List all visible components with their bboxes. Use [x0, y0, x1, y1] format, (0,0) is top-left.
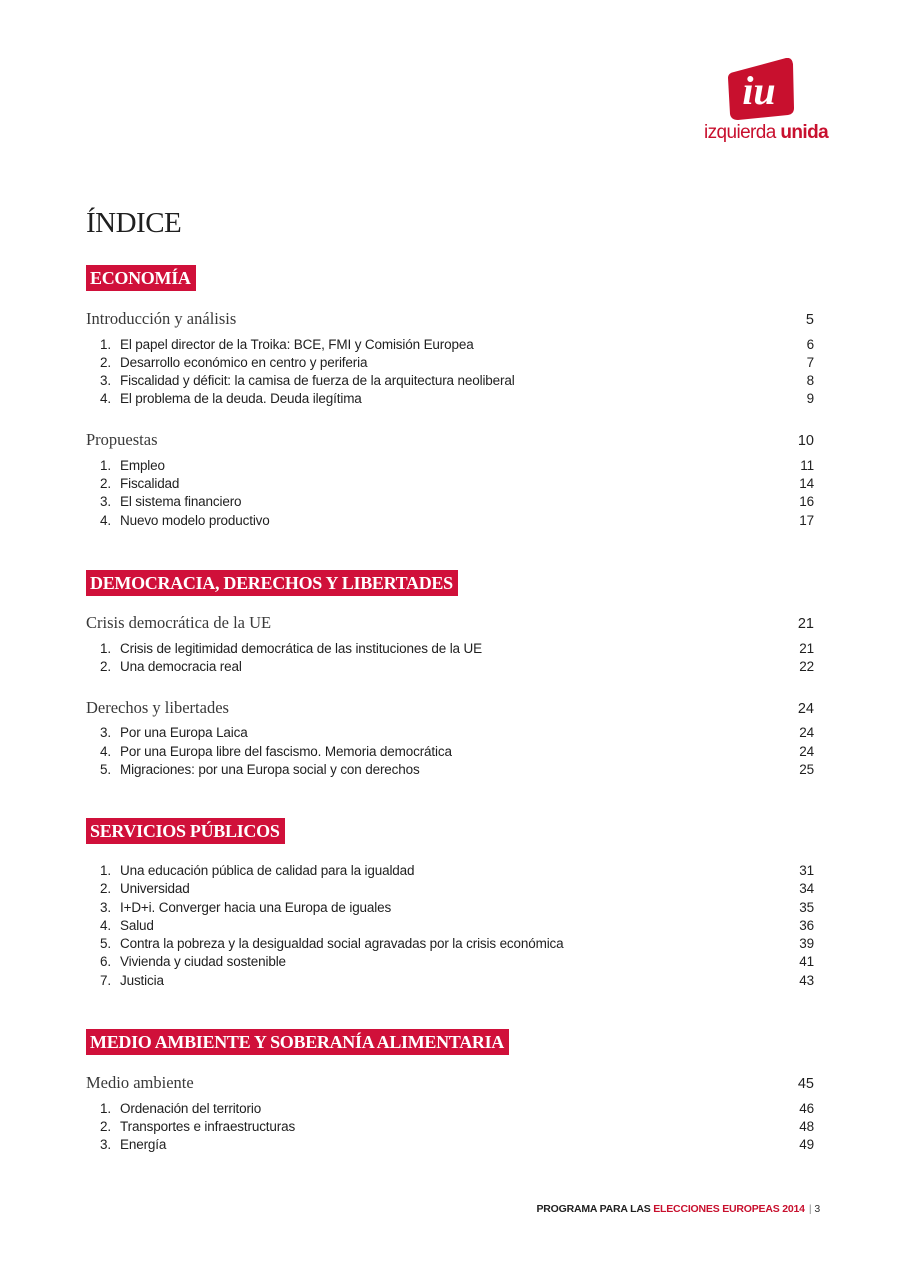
section-header-economia: ECONOMÍA	[86, 265, 196, 291]
item-number: 2.	[100, 476, 111, 491]
item-number: 1.	[100, 641, 111, 656]
item-number: 4.	[100, 918, 111, 933]
toc-item[interactable]	[86, 337, 814, 352]
item-label: Nuevo modelo productivo	[120, 513, 270, 528]
subsection-label: Crisis democrática de la UE	[86, 613, 272, 632]
page-number: 24	[799, 725, 814, 740]
logo-text-light: izquierda	[704, 122, 776, 143]
item-label: Vivienda y ciudad sostenible	[120, 954, 286, 969]
toc-item[interactable]	[86, 355, 814, 370]
toc-item[interactable]	[86, 1101, 814, 1116]
toc-item[interactable]	[86, 863, 814, 878]
toc-item[interactable]	[86, 494, 814, 509]
toc-item[interactable]	[86, 659, 814, 674]
item-number: 3.	[100, 725, 111, 740]
subsection-label: Propuestas	[86, 430, 158, 449]
footer-highlight: ELECCIONES EUROPEAS 2014	[653, 1203, 805, 1215]
page-footer	[536, 1203, 820, 1215]
page-number: 43	[799, 973, 814, 988]
item-label: Universidad	[120, 881, 190, 896]
toc-item[interactable]	[86, 1119, 814, 1134]
page-number: 24	[797, 701, 814, 717]
toc-item[interactable]	[86, 744, 814, 759]
item-number: 3.	[100, 1137, 111, 1152]
item-label: Migraciones: por una Europa social y con derechos	[120, 762, 420, 777]
item-label: Una educación pública de calidad para la igualdad	[120, 863, 415, 878]
page-number: 46	[799, 1101, 814, 1116]
section-header-servicios: SERVICIOS PÚBLICOS	[86, 818, 285, 844]
page-number: 35	[799, 900, 814, 915]
page-number: 14	[799, 476, 814, 491]
toc-item[interactable]	[86, 973, 814, 988]
toc-subsection[interactable]	[86, 613, 814, 633]
toc-item[interactable]	[86, 391, 814, 406]
page-number: 21	[799, 641, 814, 656]
item-label: Desarrollo económico en centro y periferia	[120, 355, 368, 370]
item-number: 5.	[100, 936, 111, 951]
page-number: 6	[806, 337, 814, 352]
logo-wordmark	[704, 122, 828, 144]
item-label: Justicia	[120, 973, 164, 988]
toc-item[interactable]	[86, 458, 814, 473]
svg-text:iu: iu	[742, 68, 776, 113]
item-label: Energía	[120, 1137, 167, 1152]
item-label: El sistema financiero	[120, 494, 242, 509]
item-number: 4.	[100, 513, 111, 528]
page-number: 7	[806, 355, 814, 370]
izquierda-unida-logo	[700, 58, 829, 150]
page-number: 21	[797, 616, 814, 632]
item-number: 3.	[100, 373, 111, 388]
toc-item[interactable]	[86, 1137, 814, 1152]
page-number: 45	[797, 1076, 814, 1092]
page-number: 22	[799, 659, 814, 674]
page-number: 36	[799, 918, 814, 933]
item-label: Empleo	[120, 458, 165, 473]
item-number: 3.	[100, 494, 111, 509]
section-header-medio-ambiente: MEDIO AMBIENTE Y SOBERANÍA ALIMENTARIA	[86, 1029, 509, 1055]
page-number: 25	[799, 762, 814, 777]
item-label: El papel director de la Troika: BCE, FMI y Comisión Europea	[120, 337, 474, 352]
footer-page-number: 3	[814, 1203, 820, 1215]
toc-subsection[interactable]	[86, 430, 814, 450]
toc-item[interactable]	[86, 900, 814, 915]
page-number: 39	[799, 936, 814, 951]
item-number: 2.	[100, 881, 111, 896]
toc-item[interactable]	[86, 476, 814, 491]
toc-item[interactable]	[86, 918, 814, 933]
item-number: 2.	[100, 659, 111, 674]
item-number: 5.	[100, 762, 111, 777]
toc-subsection[interactable]	[86, 309, 814, 329]
page-number: 16	[799, 494, 814, 509]
item-label: El problema de la deuda. Deuda ilegítima	[120, 391, 362, 406]
item-label: I+D+i. Converger hacia una Europa de iguales	[120, 900, 392, 915]
page-number: 17	[799, 513, 814, 528]
item-label: Una democracia real	[120, 659, 242, 674]
page-number: 9	[806, 391, 814, 406]
toc-item[interactable]	[86, 881, 814, 896]
toc-item[interactable]	[86, 954, 814, 969]
page-number: 49	[799, 1137, 814, 1152]
toc-item[interactable]	[86, 373, 814, 388]
toc-item[interactable]	[86, 513, 814, 528]
iu-logo-icon	[728, 58, 794, 120]
item-label: Por una Europa libre del fascismo. Memoria democrática	[120, 744, 452, 759]
item-number: 3.	[100, 900, 111, 915]
item-number: 4.	[100, 744, 111, 759]
footer-prefix: PROGRAMA PARA LAS	[536, 1203, 651, 1215]
item-label: Ordenación del territorio	[120, 1101, 262, 1116]
item-number: 1.	[100, 337, 111, 352]
item-label: Transportes e infraestructuras	[120, 1119, 296, 1134]
toc-item[interactable]	[86, 641, 814, 656]
section-header-democracia: DEMOCRACIA, DERECHOS Y LIBERTADES	[86, 570, 458, 596]
page-number: 31	[799, 863, 814, 878]
subsection-label: Introducción y análisis	[86, 309, 237, 328]
item-label: Salud	[120, 918, 154, 933]
item-number: 7.	[100, 973, 111, 988]
item-label: Contra la pobreza y la desigualdad social agravadas por la crisis económica	[120, 936, 564, 951]
item-number: 4.	[100, 391, 111, 406]
page-number: 48	[799, 1119, 814, 1134]
page-number: 10	[797, 433, 814, 449]
item-label: Por una Europa Laica	[120, 725, 248, 740]
page-number: 11	[800, 458, 814, 473]
item-number: 2.	[100, 355, 111, 370]
item-number: 2.	[100, 1119, 111, 1134]
item-number: 1.	[100, 863, 111, 878]
toc-subsection[interactable]	[86, 1073, 814, 1093]
toc-item[interactable]	[86, 762, 814, 777]
subsection-label: Derechos y libertades	[86, 698, 229, 717]
item-number: 1.	[100, 1101, 111, 1116]
toc-item[interactable]	[86, 725, 814, 740]
page-title: ÍNDICE	[86, 207, 182, 239]
toc-item[interactable]	[86, 936, 814, 951]
item-number: 1.	[100, 458, 111, 473]
item-label: Crisis de legitimidad democrática de las instituciones de la UE	[120, 641, 482, 656]
page-number: 8	[806, 373, 814, 388]
page-number: 41	[799, 954, 814, 969]
page-number: 5	[805, 312, 814, 328]
page-number: 34	[799, 881, 814, 896]
logo-text-bold: unida	[780, 122, 829, 143]
footer-separator: |	[808, 1203, 812, 1215]
item-label: Fiscalidad y déficit: la camisa de fuerza de la arquitectura neoliberal	[120, 373, 515, 388]
item-label: Fiscalidad	[120, 476, 180, 491]
subsection-label: Medio ambiente	[86, 1073, 194, 1092]
toc-subsection[interactable]	[86, 698, 814, 718]
item-number: 6.	[100, 954, 111, 969]
page-number: 24	[799, 744, 814, 759]
